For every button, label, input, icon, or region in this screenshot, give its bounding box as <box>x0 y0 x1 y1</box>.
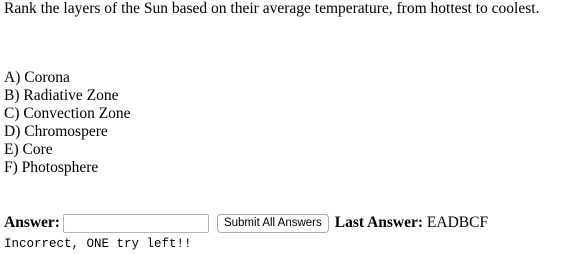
last-answer-label: Last Answer: <box>334 214 427 231</box>
question-text: Rank the layers of the Sun based on their average temperature, from hottest to coolest. <box>4 0 540 17</box>
last-answer-value: EADBCF <box>426 214 489 231</box>
option-e: E) Core <box>4 141 53 158</box>
feedback-message: Incorrect, ONE try left!! <box>4 237 192 251</box>
last-answer <box>335 214 488 232</box>
option-a: A) Corona <box>4 69 70 86</box>
option-d: D) Chromospere <box>4 123 108 140</box>
answer-row <box>4 212 488 234</box>
options-list <box>4 69 131 177</box>
answer-input[interactable] <box>63 214 209 233</box>
option-f: F) Photosphere <box>4 159 99 176</box>
option-b: B) Radiative Zone <box>4 87 119 104</box>
submit-all-answers-button[interactable]: Submit All Answers <box>217 214 329 233</box>
option-c: C) Convection Zone <box>4 105 131 122</box>
answer-label: Answer: <box>4 214 60 231</box>
